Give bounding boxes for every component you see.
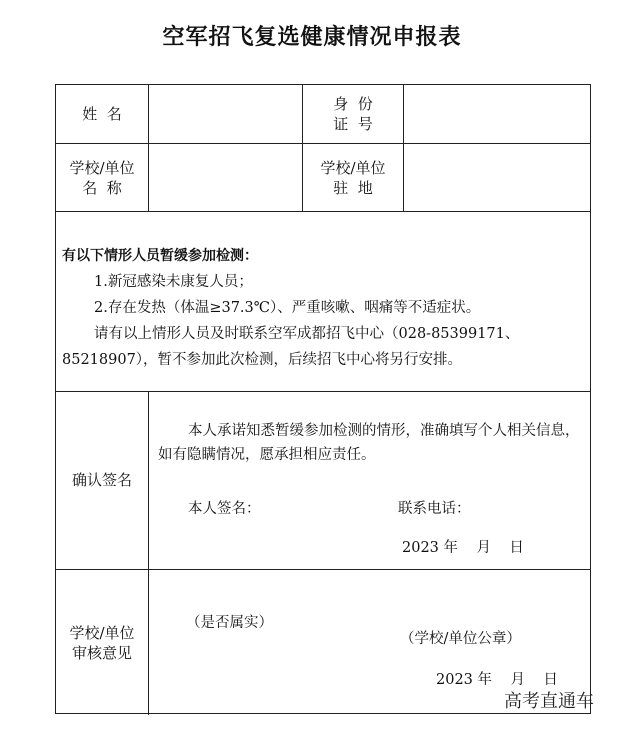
- signature-label: 本人签名：: [188, 501, 261, 517]
- id-number-label: 身 份 证 号: [333, 95, 373, 133]
- phone-label: 联系电话：: [398, 501, 471, 517]
- name-field[interactable]: [149, 86, 301, 142]
- notice-heading: 有以下情形人员暂缓参加检测：: [62, 248, 258, 264]
- form-title: 空军招飞复选健康情况申报表: [162, 24, 462, 50]
- declaration-form: [55, 84, 591, 714]
- name-label: 姓 名: [82, 105, 122, 123]
- phone-field[interactable]: [476, 497, 586, 521]
- official-seal-note: （学校/单位公章）: [400, 631, 521, 647]
- school-name-field[interactable]: [149, 145, 301, 210]
- verified-note: （是否属实）: [186, 615, 273, 631]
- confirm-date: 2023 年 月 日: [402, 540, 524, 556]
- notice-contact: 85218907），暂不参加此次检测，后续招飞中心将另行安排。: [62, 352, 463, 368]
- watermark: 高考直通车: [504, 691, 594, 712]
- signature-field[interactable]: [268, 497, 388, 521]
- school-location-field[interactable]: [404, 145, 590, 210]
- row-divider: [56, 211, 590, 212]
- notice-item: 2.存在发热（体温≥37.3℃）、严重咳嗽、咽痛等不适症状。: [94, 300, 481, 316]
- confirm-signature-label: 确认签名: [71, 471, 132, 489]
- notice-item: 1.新冠感染未康复人员；: [94, 274, 253, 290]
- review-opinion-label: 学校/单位 审核意见: [69, 623, 135, 662]
- deferral-notice: [62, 243, 582, 373]
- pledge-text: 本人承诺知悉暂缓参加检测的情形，准确填写个人相关信息，如有隐瞒情况，愿承担相应责任。: [158, 423, 580, 463]
- notice-contact: 请有以上情形人员及时联系空军成都招飞中心（028-85399171、: [94, 326, 520, 342]
- review-date: 2023 年 月 日: [436, 672, 558, 688]
- school-name-label: 学校/单位 名 称: [69, 158, 135, 197]
- id-number-field[interactable]: [404, 86, 590, 142]
- school-location-label: 学校/单位 驻 地: [320, 158, 386, 197]
